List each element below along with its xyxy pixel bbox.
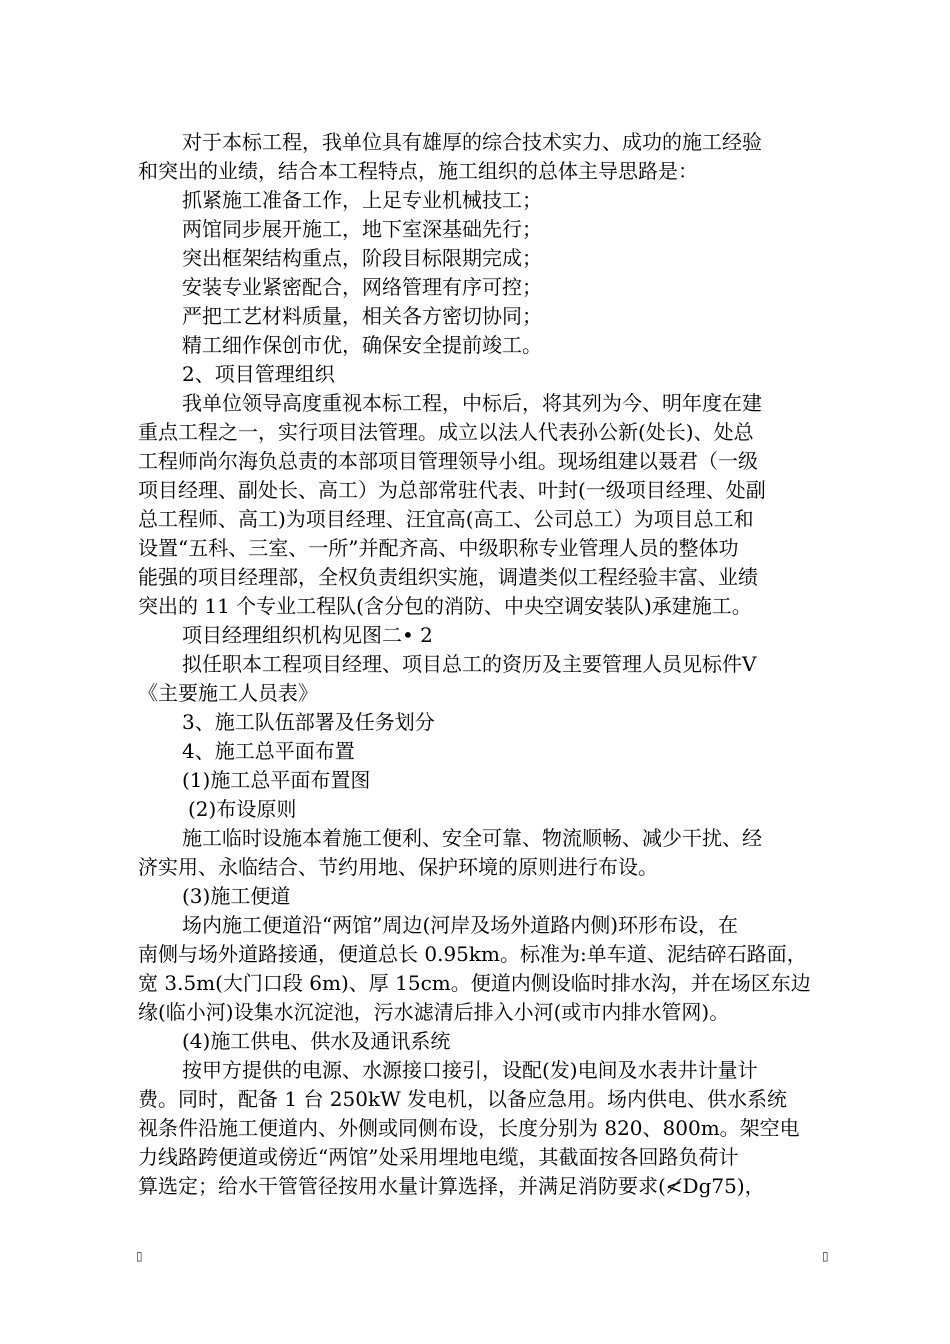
text-line: 《主要施工人员表》 [138,681,318,705]
text-line: (2)布设原则 [188,797,297,821]
text-line: 和突出的业绩，结合本工程特点，施工组织的总体主导思路是： [138,159,698,183]
text-line: 费。同时，配备 1 台 250kW 发电机，以备应急用。场内供电、供水系统 [138,1087,788,1111]
text-line: 精工细作保创市优，确保安全提前竣工。 [182,333,542,357]
footer-mark-right: ▯ [822,1249,829,1263]
text-line: 按甲方提供的电源、水源接口接引，设配(发)电间及水表井计量计 [182,1058,758,1082]
text-line: 施工临时设施本着施工便利、安全可靠、物流顺畅、减少干扰、经 [182,826,762,850]
text-line: 设置“五科、三室、一所”并配齐高、中级职称专业管理人员的整体功 [138,536,739,560]
text-line: 3、施工队伍部署及任务划分 [182,710,435,734]
text-line: 2、项目管理组织 [182,362,335,386]
text-line: 安装专业紧密配合，网络管理有序可控； [182,275,542,299]
text-line: 项目经理、副处长、高工）为总部常驻代表、叶封(一级项目经理、处副 [138,478,766,502]
document-body [138,128,838,1201]
text-line: 济实用、永临结合、节约用地、保护环境的原则进行布设。 [138,855,658,879]
text-line: 缘(临小河)设集水沉淀池，污水滤清后排入小河(或市内排水管网)。 [138,1000,730,1024]
text-line: 重点工程之一，实行项目法管理。成立以法人代表孙公新(处长)、处总 [138,420,754,444]
text-line: 4、施工总平面布置 [182,739,355,763]
text-line: 力线路跨便道或傍近“两馆”处采用埋地电缆，其截面按各回路负荷计 [138,1145,739,1169]
text-line: (4)施工供电、供水及通讯系统 [182,1029,451,1053]
text-line: 拟任职本工程项目经理、项目总工的资历及主要管理人员见标件Ⅴ [182,652,757,676]
text-line: 项目经理组织机构见图二• 2 [182,623,433,647]
text-line: 突出的 11 个专业工程队(含分包的消防、中央空调安装队)承建施工。 [138,594,752,618]
text-line: 视条件沿施工便道内、外侧或同侧布设，长度分别为 820、800m。架空电 [138,1116,800,1140]
text-line: 场内施工便道沿“两馆”周边(河岸及场外道路内侧)环形布设，在 [182,913,739,937]
text-line: 总工程师、高工)为项目经理、汪宜高(高工、公司总工）为项目总工和 [138,507,754,531]
text-line: 宽 3.5m(大门口段 6m)、厚 15cm。便道内侧设临时排水沟，并在场区东边 [138,971,811,995]
text-line: 南侧与场外道路接通，便道总长 0.95km。标准为:单车道、泥结碎石路面， [138,942,807,966]
text-line: 工程师尚尔海负总责的本部项目管理领导小组。现场组建以聂君（一级 [138,449,758,473]
text-line: 严把工艺材料质量，相关各方密切协同； [182,304,542,328]
text-line: 两馆同步展开施工，地下室深基础先行； [182,217,542,241]
text-line: 抓紧施工准备工作，上足专业机械技工； [182,188,542,212]
text-line: (1)施工总平面布置图 [182,768,371,792]
text-line: 我单位领导高度重视本标工程，中标后，将其列为今、明年度在建 [182,391,762,415]
text-line: 算选定；给水干管管径按用水量计算选择，并满足消防要求(≮Dg75)， [138,1174,765,1198]
text-line: 对于本标工程，我单位具有雄厚的综合技术实力、成功的施工经验 [182,130,762,154]
text-line: (3)施工便道 [182,884,291,908]
footer-mark-left: ▯ [136,1249,143,1263]
text-line: 能强的项目经理部，全权负责组织实施，调遣类似工程经验丰富、业绩 [138,565,758,589]
text-line: 突出框架结构重点，阶段目标限期完成； [182,246,542,270]
